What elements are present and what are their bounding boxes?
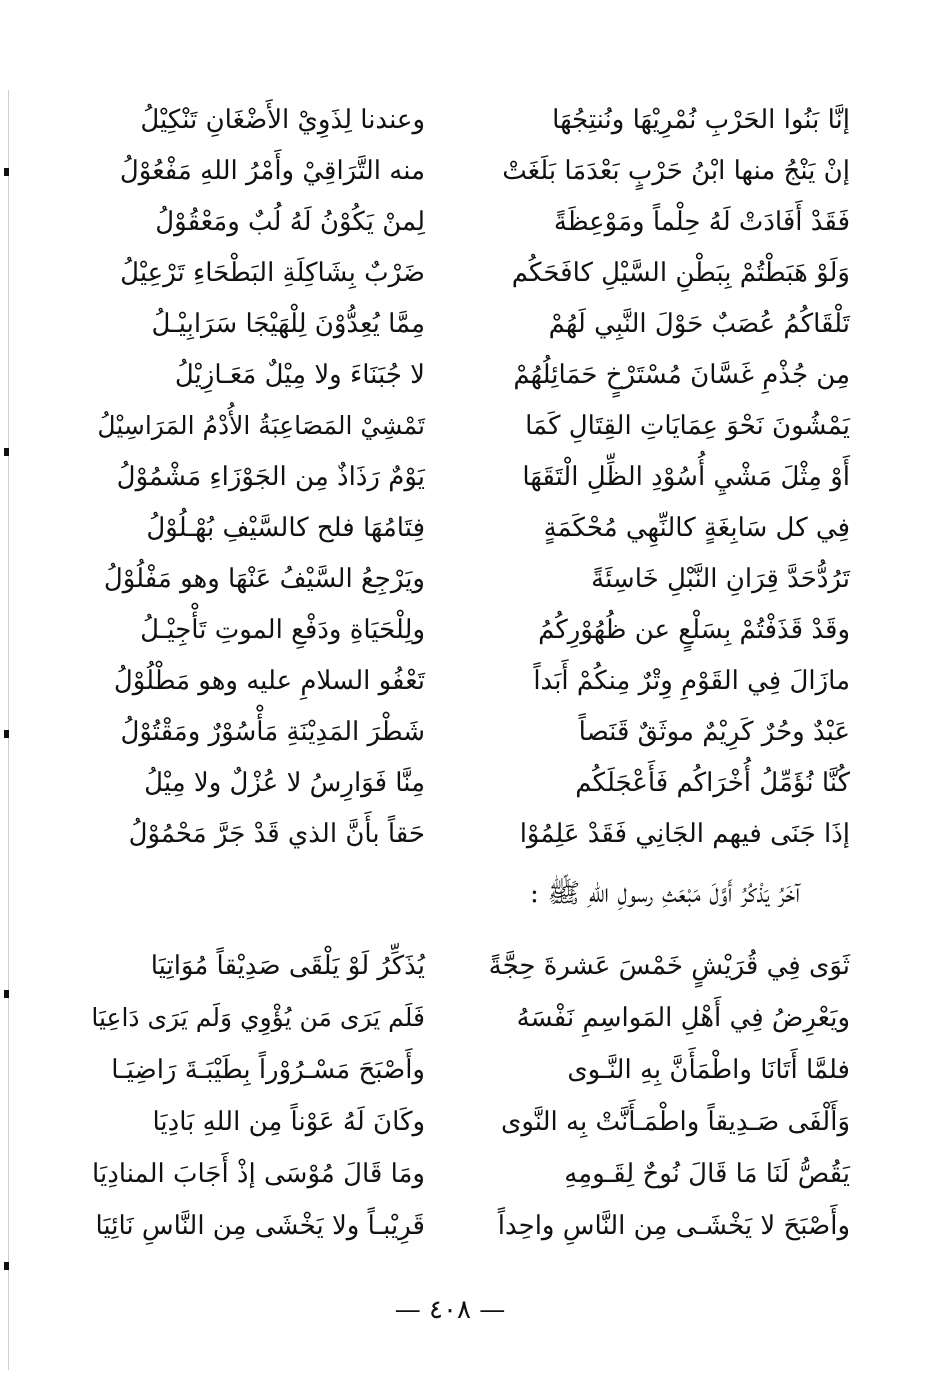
verse-first-hemistich: وَأَلْفَى صَـدِيقاً واطْمَـأَنَّتْ بِه النَّوى (501, 1107, 850, 1137)
verse-row (90, 198, 850, 246)
verse-row (90, 1046, 850, 1094)
verse-row (90, 1202, 850, 1250)
verse-first-hemistich: يَقُصُّ لَنَا مَا قَالَ نُوحٌ لِقَـومِهِ (564, 1159, 850, 1189)
margin-mark (4, 730, 9, 738)
verse-row (90, 810, 850, 858)
verse-first-hemistich: إنْ يَنْجُ منها ابْنُ حَرْبٍ بَعْدَمَا بَلَغَتْ (502, 156, 850, 186)
verse-second-hemistich: وأَصْبَحَ مَسْـرُوْراً بِطَيْبَـةَ رَاضِيَـا (111, 1055, 425, 1085)
verse-second-hemistich: قَرِيْبـاً ولا يَخْشَى مِن النَّاسِ نَائِيَا (95, 1211, 425, 1241)
verse-row (90, 300, 850, 348)
verse-row (90, 249, 850, 297)
verse-row (90, 606, 850, 654)
verse-row (90, 351, 850, 399)
verse-second-hemistich: يُذَكِّرُ لَوْ يَلْقَى صَدِيْقاً مُوَاتِيَا (150, 951, 425, 981)
verse-first-hemistich: أَوْ مِثْلَ مَشْيِ أُسُوْدِ الظِّلِ الْتَقَهَا (522, 462, 850, 492)
verse-first-hemistich: وقَدْ قَذَفْتُمْ بِسَلْعٍ عن ظُهُوْرِكُمُ (538, 615, 850, 645)
verse-first-hemistich: ويَعْرِضُ فِي أَهْلِ المَواسِمِ نَفْسَهُ (516, 1003, 850, 1033)
verse-row (90, 708, 850, 756)
verse-first-hemistich: فِي كل سَابِغَةٍ كالنِّهِي مُحْكَمَةٍ (543, 513, 850, 543)
verse-first-hemistich: وأَصْبَحَ لا يَخْشَـى مِن النَّاسِ واحِداً (497, 1211, 850, 1241)
verse-row (90, 402, 850, 450)
verse-second-hemistich: منه التَّرَاقِيْ وأَمْرُ اللهِ مَفْعُوْلُ (119, 156, 425, 186)
verse-first-hemistich: تَلْقَاكُمُ عُصَبٌ حَوْلَ النَّبِي لَهُمْ (548, 309, 850, 339)
verse-second-hemistich: لا جُبَنَاءَ ولا مِيْلٌ مَعَـازِيْلُ (174, 360, 425, 390)
verse-row (90, 759, 850, 807)
verse-second-hemistich: فِتَامُهَا فلح كالسَّيْفِ بُهْـلُوْلُ (146, 513, 425, 543)
verse-first-hemistich: إنَّا بَنُوا الحَرْبِ نُمْرِيْهَا ونُنتِجُهَا (552, 105, 850, 135)
verse-second-hemistich: وعندنا لِذَوِيْ الأَضْغَانِ تَنْكِيْلُ (140, 105, 425, 135)
verse-row (90, 1098, 850, 1146)
verse-second-hemistich: لِمنْ يَكُوْنُ لَهُ لُبٌ ومَعْقُوْلُ (155, 207, 425, 237)
margin-mark (4, 1262, 9, 1270)
section-heading: آخَرُ يَذْكُرُ أَوَّلَ مَبْعَثِ رسولِ اللهِ ﷺ : (529, 878, 800, 909)
verse-row (90, 453, 850, 501)
verse-row (90, 147, 850, 195)
verse-second-hemistich: ولِلْحَيَاةِ ودَفْعِ الموتِ تَأْجِيْـلُ (140, 615, 425, 645)
margin-mark (4, 990, 9, 998)
verse-first-hemistich: وَلَوْ هَبَطْتُمْ بِبَطْنِ السَّيْلِ كافَحَكُم (511, 258, 850, 288)
verse-second-hemistich: تَمْشِيْ المَصَاعِبَةُ الأُدْمُ المَرَاسِيْلُ (97, 411, 425, 440)
verse-first-hemistich: مازَالَ فِي القَوْمِ وِتْرٌ مِنكُمْ أَبَداً (533, 666, 850, 696)
verse-row (90, 994, 850, 1042)
verse-second-hemistich: شَطْرَ المَدِيْنَةِ مَأْسُوْرٌ ومَقْتُوْلُ (120, 717, 425, 747)
verse-first-hemistich: عَبْدٌ وحُرٌ كَرِيْمٌ موثَقٌ قَنَصاً (578, 717, 850, 747)
verse-second-hemistich: ومَا قَالَ مُوْسَى إذْ أَجَابَ المنادِيَا (92, 1159, 425, 1189)
verse-first-hemistich: كُنَّا نُؤَمِّلُ أُخْرَاكُم فَأَعْجَلَكُم (575, 768, 850, 798)
verse-row (90, 504, 850, 552)
margin-mark (4, 168, 9, 176)
verse-second-hemistich: فَلَم يَرَى مَن يُؤْوِي وَلَم يَرَى دَاعِيَا (91, 1003, 425, 1032)
verse-first-hemistich: يَمْشُونَ نَحْوَ عِمَايَاتِ القِتَالِ كَمَا (525, 411, 850, 441)
page-number: — ٤٠٨ — (394, 1295, 506, 1325)
verse-first-hemistich: فَقَدْ أَفَادَتْ لَهُ حِلْماً ومَوْعِظَةً (553, 207, 850, 237)
verse-second-hemistich: يَوْمٌ رَذَاذٌ مِن الجَوْزَاءِ مَشْمُوْلُ (116, 462, 425, 492)
verse-first-hemistich: مِن جُذْمِ غَسَّانَ مُسْتَرْخٍ حَمَائِلُهُمْ (513, 360, 850, 390)
verse-first-hemistich: ثَوَى فِي قُرَيْشٍ خَمْسَ عَشرةَ حِجَّةً (488, 951, 850, 981)
verse-second-hemistich: حَقاً بأَنَّ الذي قَدْ جَرَّ مَحْمُوْلُ (128, 819, 425, 849)
verse-first-hemistich: إذَا جَنَى فيهم الجَانِي فَقَدْ عَلِمُوْا (519, 819, 850, 849)
verse-row (90, 942, 850, 990)
verse-second-hemistich: ضَرْبٌ بِشَاكِلَةِ البَطْحَاءِ تَرْعِيْلُ (120, 258, 425, 288)
verse-second-hemistich: مِمَّا يُعِدُّوْنَ لِلْهَيْجَا سَرَابِيْـلُ (151, 309, 425, 339)
verse-first-hemistich: فلمَّا أَتَانَا واطْمَأَنَّ بِهِ النَّـوى (567, 1055, 850, 1085)
verse-second-hemistich: وكَانَ لَهُ عَوْناً مِن اللهِ بَادِيَا (152, 1107, 425, 1137)
margin-mark (4, 448, 9, 456)
verse-row (90, 96, 850, 144)
verse-row (90, 657, 850, 705)
verse-row (90, 555, 850, 603)
verse-first-hemistich: تَرُدُّحَدَّ قِرَانِ النَّبْلِ خَاسِئَةً (591, 564, 850, 594)
verse-second-hemistich: مِنَّا فَوَارِسُ لا عُزْلٌ ولا مِيْلُ (144, 768, 425, 798)
verse-row (90, 1150, 850, 1198)
verse-second-hemistich: ويَرْجِعُ السَّيْفُ عَنْهَا وهو مَفْلُوْلُ (103, 564, 425, 594)
verse-second-hemistich: تَعْفُو السلامِ عليه وهو مَطْلُوْلُ (113, 666, 425, 696)
